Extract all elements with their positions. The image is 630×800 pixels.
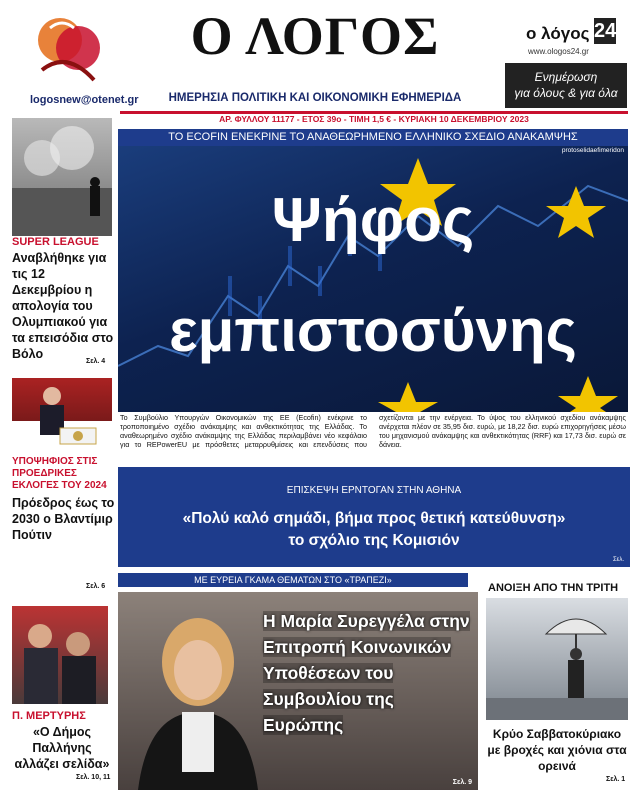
photo-credit: protoselidaefimeridon (561, 147, 624, 154)
syreggela-headline-text: Η Μαρία Συρεγγέλα στην Επιτροπή Κοινωνικών Υποθέσεων του Συμβουλίου της Ευρώπης (263, 611, 470, 735)
superleague-kicker: SUPER LEAGUE (12, 236, 99, 248)
putin-photo (12, 378, 112, 450)
putin-kicker: ΥΠΟΨΗΦΙΟΣ ΣΤΙΣ ΠΡΟΕΔΡΙΚΕΣ ΕΚΛΟΓΕΣ ΤΟΥ 2024 (12, 456, 107, 491)
site-url[interactable]: www.ologos24.gr (528, 47, 589, 56)
pallini-photo (12, 606, 108, 704)
erdogan-page-ref: Σελ. (612, 557, 624, 563)
contact-email[interactable]: logosnew@otenet.gr (30, 94, 139, 106)
hero-headline-line-2: εμπιστοσύνης (169, 297, 577, 364)
hero-image[interactable] (118, 146, 628, 412)
weather-photo (486, 598, 628, 720)
hero-headline-line-1: Ψήφος (271, 186, 475, 255)
hero-body-text: Το Συμβούλιο Υπουργών Οικονομικών της ΕΕ (Ecofin) ενέκρινε το τροποποιημένο σχέδιο ανάκαμψης και ανθεκτικότητας της Ελλάδας. Το αναθεωρημένο σχέδιο ανάκαμψης της Ελλάδας περιλαμβάνει νέο κεφάλαιο για το REPowerEU με πρόσθετες μεταρρυθμίσεις και επενδύσεις που σχετίζονται με την ενέργεια. Το ύψος του ελληνικού σχεδίου ανάκαμψης ανέρχεται πλέον σε 35,95 δισ. ευρώ, με 18,22 δισ. ευρώ επιχορηγήσεις μέσω του μηχανισμού ανάκαμψης και ανθεκτικότητας (RRF) και 17,73 δισ. ευρώ σε δάνεια. (120, 413, 626, 449)
putin-page-ref: Σελ. 6 (86, 583, 106, 590)
superleague-photo (12, 118, 112, 236)
erdogan-headline (118, 508, 630, 552)
putin-headline[interactable]: Πρόεδρος έως το 2030 ο Βλαντίμιρ Πούτιν (12, 496, 115, 542)
syreggela-kicker: ΜΕ ΕΥΡΕΙΑ ΓΚΑΜΑ ΘΕΜΑΤΩΝ ΣΤΟ «ΤΡΑΠΕΖΙ» (118, 573, 468, 587)
erdogan-headline-subline: το σχόλιο της Κομισιόν (288, 532, 460, 549)
newspaper-logo-art (22, 10, 112, 90)
newspaper-subtitle: ΗΜΕΡΗΣΙΑ ΠΟΛΙΤΙΚΗ ΚΑΙ ΟΙΚΟΝΟΜΙΚΗ ΕΦΗΜΕΡΙΔΑ (168, 92, 462, 104)
slogan-box (505, 63, 627, 108)
weather-page-ref: Σελ. 1 (606, 776, 626, 783)
syreggela-page-ref: Σελ. 9 (452, 779, 472, 786)
erdogan-headline-quote: «Πολύ καλό σημάδι, βήμα προς θετική κατεύθυνση» (182, 510, 566, 527)
newspaper-title: Ο ΛΟΓΟΣ (190, 6, 440, 66)
superleague-headline[interactable]: Αναβλήθηκε για τις 12 Δεκεμβρίου η απολογία του Ολυμπιακού για τα επεισόδια στο Βόλο (12, 251, 114, 361)
weather-headline[interactable]: Κρύο Σαββατοκύριακο με βροχές και χιόνια στα ορεινά (487, 727, 627, 773)
pallini-kicker: Π. ΜΕΡΤΥΡΗΣ (12, 710, 86, 722)
syreggela-story[interactable] (118, 592, 478, 790)
hero-kicker: ΤΟ ECOFIN ΕΝΕΚΡΙΝΕ ΤΟ ΑΝΑΘΕΩΡΗΜΕΝΟ ΕΛΛΗΝΙΚΟ ΣΧΕΔΙΟ ΑΝΑΚΑΜΨΗΣ (118, 129, 628, 146)
site-logo-word: ο λόγος (526, 24, 590, 43)
erdogan-story[interactable] (118, 467, 630, 567)
erdogan-kicker: ΕΠΙΣΚΕΨΗ ΕΡΝΤΟΓΑΝ ΣΤΗΝ ΑΘΗΝΑ (286, 485, 462, 496)
weather-kicker: ΑΝΟΙΞΗ ΑΠΟ ΤΗΝ ΤΡΙΤΗ (488, 582, 619, 594)
site-logo[interactable] (522, 16, 620, 60)
site-logo-number: 24 (594, 20, 617, 42)
slogan-line-1: Ενημέρωση (534, 70, 598, 84)
superleague-page-ref: Σελ. 4 (86, 358, 106, 365)
pallini-page-ref: Σελ. 10, 11 (76, 774, 111, 781)
slogan-line-2: για όλους & για όλα (514, 86, 618, 100)
issue-info: ΑΡ. ΦΥΛΛΟΥ 11177 - ΕΤΟΣ 39ο - ΤΙΜΗ 1,5 € - ΚΥΡΙΑΚΗ 10 ΔΕΚΕΜΒΡΙΟΥ 2023 (219, 114, 529, 124)
syreggela-headline (263, 608, 473, 738)
pallini-headline[interactable]: «Ο Δήμος Παλλήνης αλλάζει σελίδα» (14, 725, 110, 771)
